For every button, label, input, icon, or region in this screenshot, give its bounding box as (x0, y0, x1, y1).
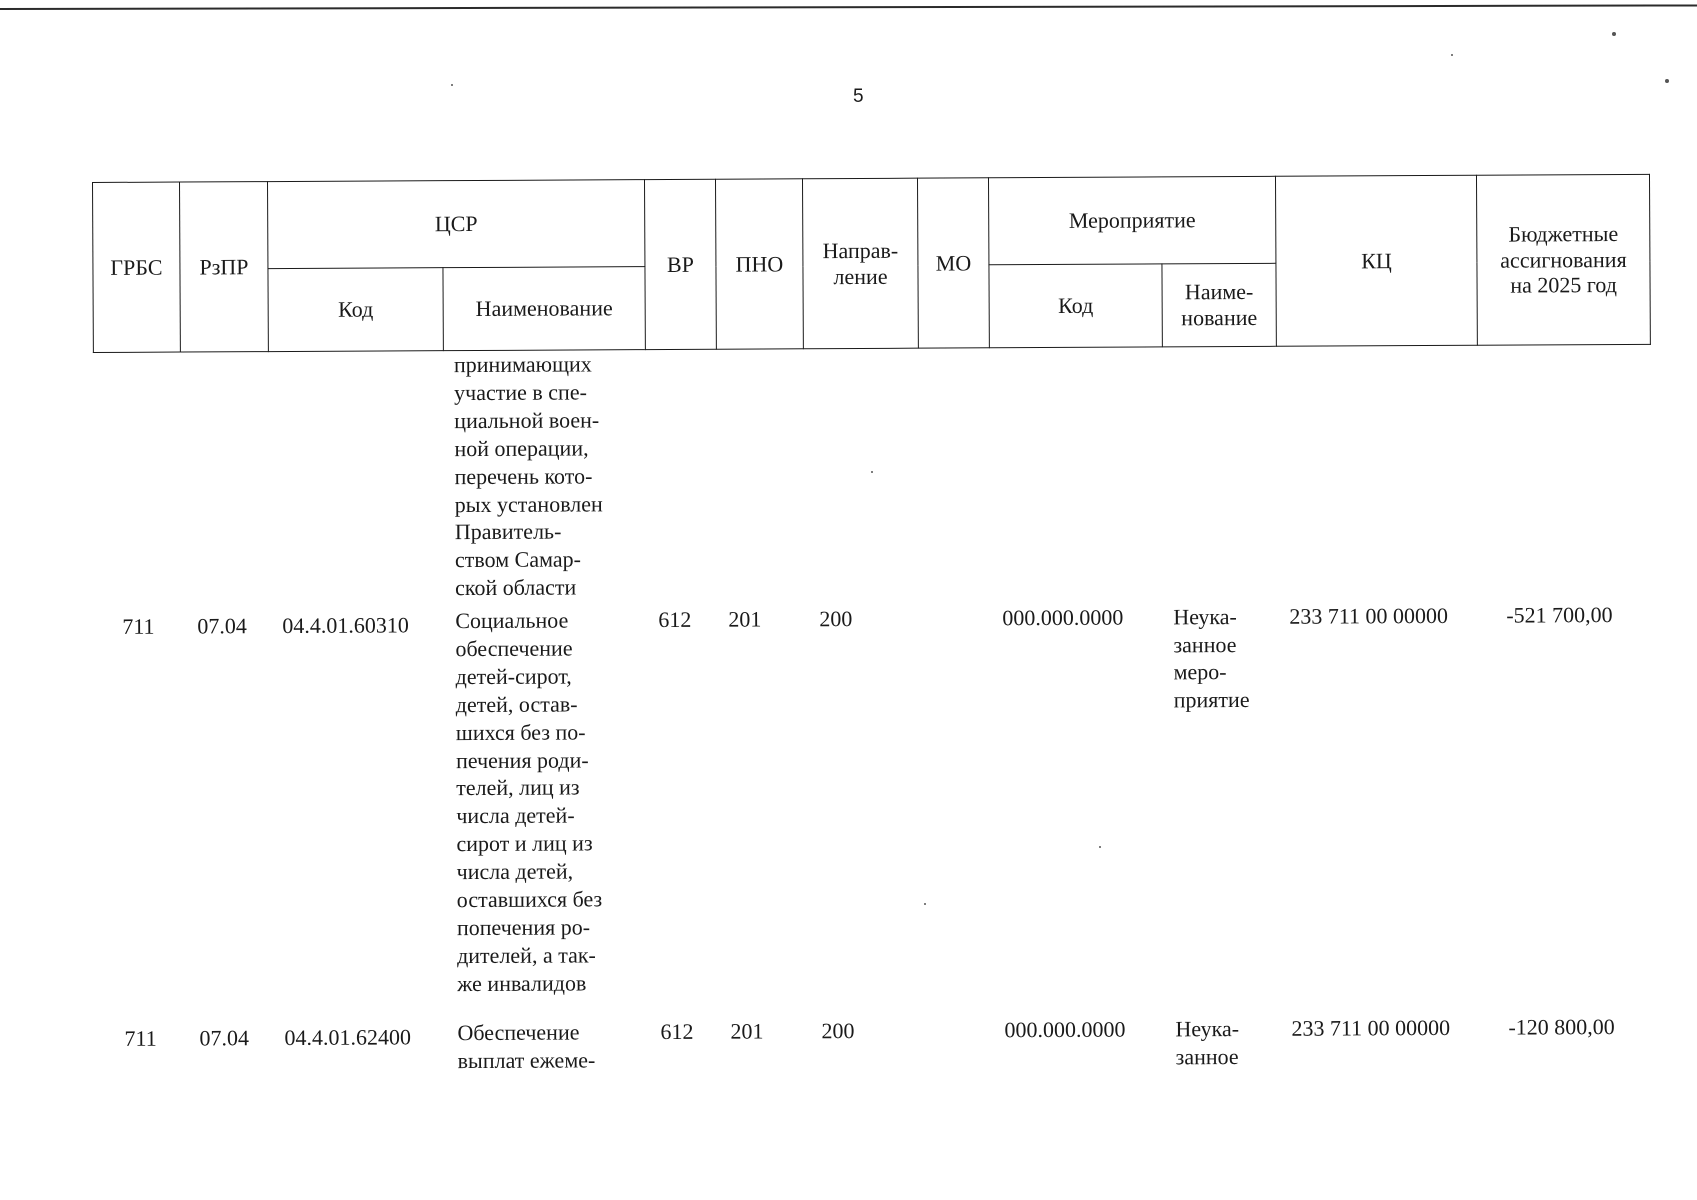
continuation-description (454, 350, 617, 602)
description-line: рых установлен (454, 490, 603, 517)
measure-code-cell: 000.000.0000 (1004, 1016, 1126, 1043)
amount-cell: -521 700,00 (1506, 602, 1613, 628)
header-pno: ПНО (716, 179, 804, 349)
table-row (93, 345, 1651, 609)
description-line: попечения ро- (456, 914, 591, 941)
description-line: печения роди- (455, 746, 589, 773)
description-line: ской области (455, 574, 577, 601)
page-number: 5 (853, 86, 864, 107)
measure-name-line: приятие (1173, 686, 1250, 712)
direction-cell: 200 (819, 606, 853, 632)
description-line: участие в спе- (454, 379, 587, 406)
scan-edge-line (0, 4, 1697, 10)
vr-cell: 612 (660, 1018, 694, 1045)
description-line: телей, лиц из (456, 774, 580, 801)
header-csr-code: Код (268, 268, 443, 352)
description-line: оставшихся без (456, 886, 603, 913)
description-line: ной операции, (454, 435, 589, 461)
header-budget-line2: ассигнования (1500, 246, 1627, 273)
kc-cell: 233 711 00 00000 (1289, 602, 1449, 629)
header-mo: МО (918, 178, 990, 348)
rzpr-cell: 07.04 (197, 613, 247, 639)
description-line: детей-сирот, (455, 663, 572, 689)
grbs-cell: 711 (122, 613, 155, 639)
description-line: выплат ежеме- (457, 1047, 596, 1074)
header-measure-code: Код (989, 264, 1162, 348)
measure-name-line: Неука- (1175, 1016, 1240, 1042)
header-csr-name: Наименование (443, 267, 645, 351)
table-row (96, 1013, 1653, 1091)
header-direction (803, 178, 919, 349)
description-line: сирот и лиц из (456, 830, 593, 857)
table-header (92, 174, 1651, 353)
description-line: принимающих (453, 351, 592, 378)
measure-name-cell (1173, 603, 1264, 713)
header-measure-name (1162, 263, 1276, 347)
header-kc: КЦ (1276, 175, 1478, 346)
description-line: числа детей- (456, 802, 575, 829)
scan-speck (1451, 54, 1453, 56)
budget-table (92, 174, 1654, 1091)
csr-code-cell: 04.4.01.62400 (284, 1024, 412, 1051)
csr-name-cell (457, 1018, 619, 1075)
header-vr: ВР (645, 179, 717, 349)
description-line: же инвалидов (457, 970, 587, 996)
description-line: перечень кото- (454, 463, 593, 489)
measure-name-cell (1175, 1015, 1265, 1070)
direction-cell: 200 (821, 1018, 855, 1044)
description-line: дителей, а так- (456, 942, 596, 968)
description-line: Правитель- (454, 518, 562, 545)
table-row (94, 601, 1653, 1021)
scan-speck (1612, 32, 1616, 36)
measure-code-cell: 000.000.0000 (1002, 604, 1124, 631)
measure-name-line: Неука- (1173, 604, 1237, 630)
header-rzpr: РзПР (180, 182, 269, 352)
grbs-cell: 711 (124, 1025, 157, 1051)
header-direction-line1: Направ- (822, 237, 899, 263)
header-direction-line2: ление (833, 263, 888, 289)
measure-name-line: занное (1173, 631, 1237, 657)
pno-cell: 201 (730, 1018, 764, 1044)
header-measure-name-line2: нование (1181, 304, 1258, 331)
description-line: циальной воен- (454, 407, 600, 433)
measure-name-line: меро- (1173, 659, 1227, 685)
header-csr: ЦСР (268, 180, 645, 269)
kc-cell: 233 711 00 00000 (1291, 1014, 1451, 1041)
header-measure-name-line1: Наиме- (1184, 278, 1254, 305)
vr-cell: 612 (658, 606, 692, 633)
scan-speck (451, 84, 453, 86)
description-line: шихся без по- (455, 719, 586, 745)
description-line: числа детей, (456, 858, 574, 885)
measure-name-line: занное (1175, 1043, 1239, 1069)
pno-cell: 201 (728, 606, 762, 632)
description-line: Социальное (455, 607, 569, 634)
description-line: обеспечение (455, 635, 573, 662)
description-line: Обеспечение (457, 1019, 580, 1046)
header-budget (1477, 174, 1651, 345)
description-line: ством Самар- (454, 546, 581, 573)
csr-code-cell: 04.4.01.60310 (282, 612, 409, 639)
scan-speck (1665, 79, 1669, 83)
amount-cell: -120 800,00 (1508, 1014, 1615, 1040)
csr-name-cell (455, 606, 619, 998)
header-budget-line3: на 2025 год (1510, 272, 1617, 299)
header-grbs: ГРБС (93, 182, 181, 352)
header-budget-line1: Бюджетные (1508, 220, 1619, 247)
rzpr-cell: 07.04 (199, 1025, 250, 1051)
description-line: детей, остав- (455, 691, 578, 717)
header-measure: Мероприятие (989, 176, 1276, 265)
